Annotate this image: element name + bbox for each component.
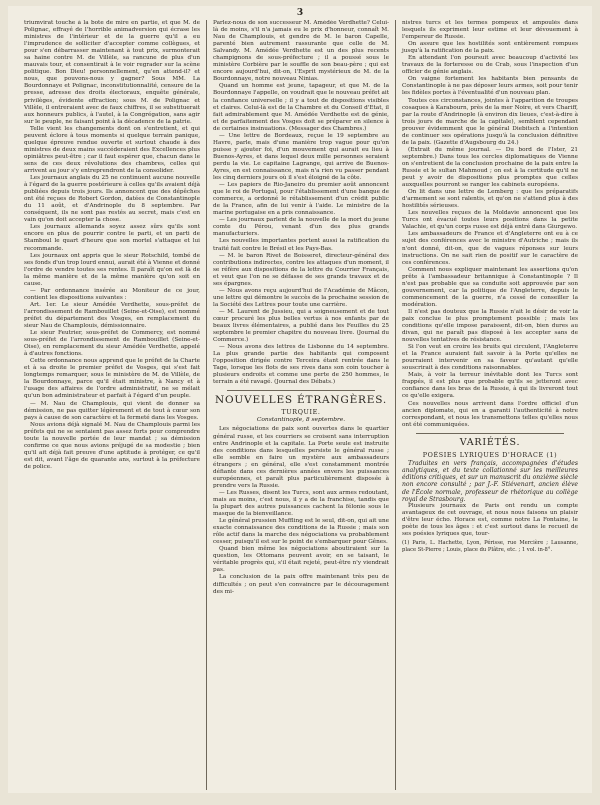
col2-paragraph: Parlez-nous de son successeur M. Amédée Verdhette? Celui-là de moins, s'il n'a jamais eu le prix d'honneur, connaît M. Nau de Champlouis, et gendre de M. le baron Capelle, parenté bien autrement rassurante que celle de M. Salvandy. M. Amédée Verdhette est un des plus recents champignons de sous-préfecture ; il a poussé sous le ministère Corbière par le souffle de son beau-père ; qui est encore aujourd'hui, dit-on, l'Esprit mystérieux de M. de la Bourdonnaye, notre nouveau Ninias. xyxy=(213,20,389,83)
col1-paragraph: Les journaux allemands soyez assez sûrs qu'ils sont encore en plus de pourrir contre le parti, et un parti de Stamboul le quart d'heure que son mortel s'attaque et lui recommande. xyxy=(24,224,200,252)
page-number: 3 xyxy=(296,8,304,18)
column-1 xyxy=(18,20,206,790)
col2-paragraph: — Les papiers de Rio-Janeiro du premier août annoncent que le roi de Portugal, pour l'établissement d'une banque de commerce, a ordonné le rétablissement d'un crédit public de la France, afin de lui venir à l'aide. Le ministre de la marine portugaise en a pris connaissance. xyxy=(213,182,389,217)
section-title-varietes: VARIÉTÉS. xyxy=(459,436,521,448)
newspaper-page xyxy=(8,6,592,793)
foreign-paragraph: Quand bien même les négociations aboutiraient sur la question, les Ottomans peuvent avoir, en se taisant, le véritable progrès qui, s'il était rejeté, peut-être n'y viendrait pas. xyxy=(213,546,389,574)
col3-paragraph: nistres turcs et les termes pompeux et ampoulés dans lesquels ils expriment leur estime et leur dévouement à l'empereur de Russie. xyxy=(402,20,578,41)
col2-paragraph: Quand un homme est jeune, tapageur, et que M. de la Bourdonnaye l'appelle, on voudrait que le nouveau préfet ait la confiance universelle ; il y a tout de dispositions visibles et claires. Celui-là est de la Chambre et du Conseil d'Etat, il fait admirablement que M. Amédée Verdhette est de génie, et de parfaitement des Vosges doit se préparer en silence à de certaines insinuations. (Messager des Chambres.) xyxy=(213,83,389,132)
col3-paragraph: Ces nouvelles nous arrivent dans l'ordre officiel d'un ancien diplomate, qui en a garanti l'authenticité à notre correspondant, et nous les transmettons telles qu'elles nous ont été communiquées. xyxy=(402,400,578,428)
col2-paragraph: — M. Laurent de Jussieu, qui a soigneusement et de tout cœur procuré les plus belles vertus à nos enfants par de beaux livres élémentaires, a publié dans les Feuilles du 25 septembre le premier chapitre du nouveau livre. (Journal du Commerce.) xyxy=(213,308,389,344)
col2-paragraph: — Nous avons des lettres de Lisbonne du 14 septembre. La plus grande partie des habitants qui composent l'opposition dirigée contre Terceira étant rentrée dans le Tage, lorsque les flots de ses rives dans son coin toucher à plusieurs endroits et comme une perte de 250 hommes, le terrain a été ravagé. (Journal des Débats.) xyxy=(213,344,389,386)
col2-paragraph: — Les journaux parlent de la nouvelle de la mort du jeune comte du Pérou, venant d'un des plus grands manufacturiers. xyxy=(213,217,389,238)
col3-paragraph: En attendant l'on poursuit avec beaucoup d'activité les travaux de la forteresse ou de Crab, sous l'inspection d'un officier de génie anglais. xyxy=(402,55,578,76)
footnote: (1) Paris, L. Hachette, Lyon, Périsse, rue Mercière ; Lausanne, place St-Pierre ; Louis, place du Plâtre, etc. ; 1 vol. in-8°. xyxy=(402,540,578,553)
columns xyxy=(18,20,584,790)
column-3 xyxy=(395,20,584,790)
section-divider xyxy=(227,390,375,391)
col1-paragraph: Art. 1er. Le sieur Amédée Verdhette, sous-préfet de l'arrondissement de Rambouillet (Seine-et-Oise), est nommé préfet du département des Vosges, en remplacement du sieur Nau de Champlouis, démissionnaire. xyxy=(24,301,200,330)
col1-paragraph: triumvirat touche à la bote de mire en partie, et que M. de Polignac, effrayé de l'horrible animadversion qui écrase les ministres de l'intérieur et de la guerre qu'il a eu l'imprudence de solliciter d'accepter comme collègues, et pour s'en débarrasser maintenant à tout prix, surmonterait sa haine contre M. de Villèle, sa rancune de plus d'un mauvais tour, et consentirait à le voir regrader sur la scène politique. Bon Dieu! personnellement, qu'en attend-il? et nous, que pouvons-nous y gagner? Sous MM. La Bourdonnaye et Polignac, inconstitutionnalité, censure de la presse, adresse des droits électoraux, enquête générale, privilèges, évidente effraction; sous M. de Polignac et Villèle, il entreraient avec de faux chiffres, il se substituerait aux honneurs publics, à l'autel, à la Congrégation, sans agir sur le peuple, ne faisant point à la décadence de la patrie. xyxy=(24,20,200,125)
col2-paragraph: Les nouvelles importantes portent aussi la ratification du traité fait contre le Brésil et les Pays-Bas. xyxy=(213,238,389,252)
book-description: Traduites en vers français, accompagnées d'études analytiques, et du texte collationné sur les meilleures éditions critiques, et sur un manuscrit du onzième siècle non encore consulté ; par J.-F. Stiévenart, ancien élève de l'École normale, professeur de rhétorique au collège royal de Strasbourg. xyxy=(402,459,578,503)
col1-paragraph: Les journaux anglais du 25 ne continuent aucune nouvelle à l'égard de la guerre postérieure à celles qu'ils avaient déjà publiées depuis trois jours. Ils annoncent que des dépêches ont été reçues de Robert Gordon, datées de Constantinople du 11 août, et d'Andrinople du 8 septembre. Par conséquent, ils ne sont pas restés au secret, mais c'est en vain qu'on doit accepter la chose. xyxy=(24,175,200,224)
col3-paragraph: Comment nous expliquer maintenant les assertions qu'on prête à l'ambassadeur britannique à Constantinople ? Il n'est pas probable que sa conduite soit approuvée par son gouvernement, car la politique de l'Angleterre, depuis le commencement de la guerre, n'a cessé de conseiller la modération. xyxy=(402,266,578,308)
col2-paragraph: — Une lettre de Bordeaux, reçue le 19 septembre au Havre, parle, mais d'une manière trop vague pour qu'on puisse y ajouter foi, d'un mouvement qui aurait eu lieu à Buenos-Ayres, et dans lequel deux mille personnes seraient perdu la vie. Le capitaine Lagrange, qui arrive de Buenos-Ayres, en est connaissance, mais n'a rien vu passer pendant les cinq derniers jours où il s'est éloigné de la côte. xyxy=(213,132,389,182)
col1-paragraph: Le sieur Feutrier, sous-préfet de Commercy, est nommé sous-préfet de l'arrondissement de Rambouillet (Seine-et-Oise), en remplacement du sieur Amédée Verdhette, appelé à d'autres fonctions. xyxy=(24,330,200,358)
col3-paragraph: Si l'on veut en croire les bruits qui circulent, l'Angleterre et la France auraient fait savoir à la Porte qu'elles ne pourraient intervenir en sa faveur qu'autant qu'elle souscrirait à des conditions raisonnables. xyxy=(402,344,578,372)
col3-paragraph: Il n'est pas douteux que la Russie n'ait le désir de voir la paix conclue le plus promptement possible ; mais les conditions qu'elle impose paraissent, dit-on, bien dures au divan, qui ne paraît pas disposé à les accepter sans de nouvelles tentatives de résistance. xyxy=(402,308,578,344)
subhead-horace: POÉSIES LYRIQUES D'HORACE (1) xyxy=(422,450,558,459)
variety-paragraph: Plusieurs journaux de Paris ont rendu un compte avantageux de cet ouvrage, et nous nous faisons un plaisir d'être leur écho. Horace est, comme notre La Fontaine, le poète de tous les âges : et c'est surtout dans le recueil de ses poésies lyriques que, tour- xyxy=(402,502,578,538)
foreign-paragraph: Les négociations de paix sont ouvertes dans le quartier général russe, et les courriers se croisent sans interruption entre Andrinople et la capitale. La Porte seule est instruite des conditions dans lesquelles persiste le général russe ; elle semble en faire un mystère aux ambassadeurs étrangers ; en général, elle s'est constamment montrée défiante dans ces dernières années envers les puissances européennes, et paraît plus particulièrement disposée à prendre vers la Russie. xyxy=(213,426,389,489)
col3-paragraph: Mais, à voir la terreur inévitable dont les Turcs sont frappés, il est plus que probable qu'ils se jetteront avec confiance dans les bras de la Russie, à qui ils livreront tout ce qu'elle exigera. xyxy=(402,372,578,400)
section-title-foreign-news: NOUVELLES ÉTRANGÈRES. xyxy=(215,394,387,407)
col3-paragraph: Les ambassadeurs de France et d'Angleterre ont eu à ce sujet des conférences avec le ministre d'Autriche ; mais ils n'ont donné, dit-on, que de vagues réponses sur leurs instructions. On ne sait rien de positif sur le caractère de ces conférences. xyxy=(402,231,578,266)
col1-paragraph: — Par ordonnance insérée au Moniteur de ce jour, contient les dispositions suivantes : xyxy=(24,287,200,301)
col2-paragraph: — M. le baron Rivet de Boisseret, directeur-général des contributions indirectes, contre les attaques d'un moment, il se réfère aux dispositions de la lettre du Courrier Français, et veut que l'on ne se défasse de ses grands travaux et de ses épargnes. xyxy=(213,252,389,287)
col3-paragraph: (Extrait du même journal. — Du bord de l'Ister, 21 septembre.) Dans tous les cercles diplomatiques de Vienne on s'entretient de la conclusion prochaine de la paix entre la Russie et le sultan Mahmoud ; on est à la certitude qu'il ne peut y avoir de dispositions plus promptes que celles auxquelles pourront se ranger les cabinets européens. xyxy=(402,146,578,189)
foreign-paragraph: Le général prussien Muffling est le seul, dit-on, qui ait une exacte connaissance des conditions de la Russie ; mais son rôle actif dans la marche des négociations va probablement cesser, puisqu'il est sur le point de s'embarquer pour Gênes. xyxy=(213,518,389,546)
section-divider xyxy=(416,433,564,434)
col3-paragraph: Toutes ces circonstances, jointes à l'apparition de troupes cosaques à Karabourn, près de la mer Noire, et vers Chariff, par la route d'Andrinople (à environ dix lieues, c'est-à-dire à trois jours de marche de la capitale), semblent cependant prouver évidemment que le général Diebitsch a l'intention de continuer ses opérations jusqu'à la conclusion définitive de la paix. (Gazette d'Augsbourg du 24.) xyxy=(402,97,578,146)
col1-paragraph: — M. Nau de Champlouis, qui vient de donner sa démission, ne pas quitter légèrement et de tout à cœur son pays à cause de son caractère et la fermeté dans les Vosges. xyxy=(24,400,200,421)
col1-paragraph: Nous avions déjà signalé M. Nau de Champlouis parmi les préfets qui ne se sentaient pas assez forts pour comprendre toute la nouvelle portée de leur mandat ; sa démission confirme ce que nous avions préjugé de sa modestie ; bien qu'il ait déjà fait preuve d'une aptitude à protéger, ce qu'il est dit, avant l'âge de quarante ans, surtout à la préfecture de police. xyxy=(24,421,200,470)
foreign-paragraph: — Les Russes, disent les Turcs, sont aux armes redoutant, mais au moins, c'est nous, il y a de la franchise, tandis que la plupart des autres puissances cachent la félonie sous le masque de la bienveillance. xyxy=(213,489,389,518)
col3-paragraph: On assure que les hostilités sont entièrement rompues jusqu'à la ratification de la paix. xyxy=(402,41,578,55)
col3-paragraph: Les nouvelles reçues de la Moldavie annoncent que les Turcs ont évacué toutes leurs positions dans la petite Valachie, et qu'un corps russe est déjà entré dans Giurgewo. xyxy=(402,210,578,231)
subhead-turkey: TURQUIE. xyxy=(281,408,321,417)
col1-paragraph: Les journaux ont appris que le sieur Rotschild, tombé de ses fonds d'un trop lourd ennui, aurait été à Vienne et donné l'ordre de vendre toutes ses rentes. Il paraît qu'on est là de la même manière et de la même manière qu'on soit en cause. xyxy=(24,252,200,287)
col2-paragraph: — Nous avons reçu aujourd'hui de l'Académie de Mâcon, une lettre qui démontre le succès de la prochaine session de la Société des Lettres pour toute une carrière. xyxy=(213,287,389,308)
col3-paragraph: On vaigne fortement les habitants bien pensants de Constantinople à ne pas déposer leurs armes, soit pour tenir les fidèles portes à l'éventualité d'un nouveau plan. xyxy=(402,76,578,97)
foreign-paragraph: La conclusion de la paix offre maintenant très peu de difficultés ; on peut s'en convaincre par le découragement des mi- xyxy=(213,574,389,595)
col1-paragraph: Telle vient les changements dont on s'entretient, et qui peuvent éclore à tous moments si quelque terrain panique, quelque épreuve rendue ouverte et surtout chaude à des ministres de deux mains succéderaient des Excellences plus opiniâtres peut-être ; car il faut espérer que, chacun dans le sens de ces deux révolutions des chambres, celles qui arrivent au jour s'y entreprendront de la consolider. xyxy=(24,125,200,174)
dateline: Constantinople, 8 septembre. xyxy=(256,417,346,424)
col1-paragraph: Cette ordonnance nous apprend que le préfet de la Charte et à sa droite le premier préfet de Vosges, qui s'est fait longtemps remarquer, sous le ministère de M. de Villèle, de la Bourdonnaye, parce qu'il était ministre, à Nancy et à l'usage des affaires de l'ordre administratif, ne se mélait qu'un bon administrateur et parfait à l'égard d'un peuple. xyxy=(24,358,200,400)
column-2 xyxy=(206,20,395,790)
col3-paragraph: On lit dans une lettre de Lemberg : que les préparatifs d'armement se sont ralentis, et qu'on ne s'attend plus à des hostilités sérieuses. xyxy=(402,189,578,210)
